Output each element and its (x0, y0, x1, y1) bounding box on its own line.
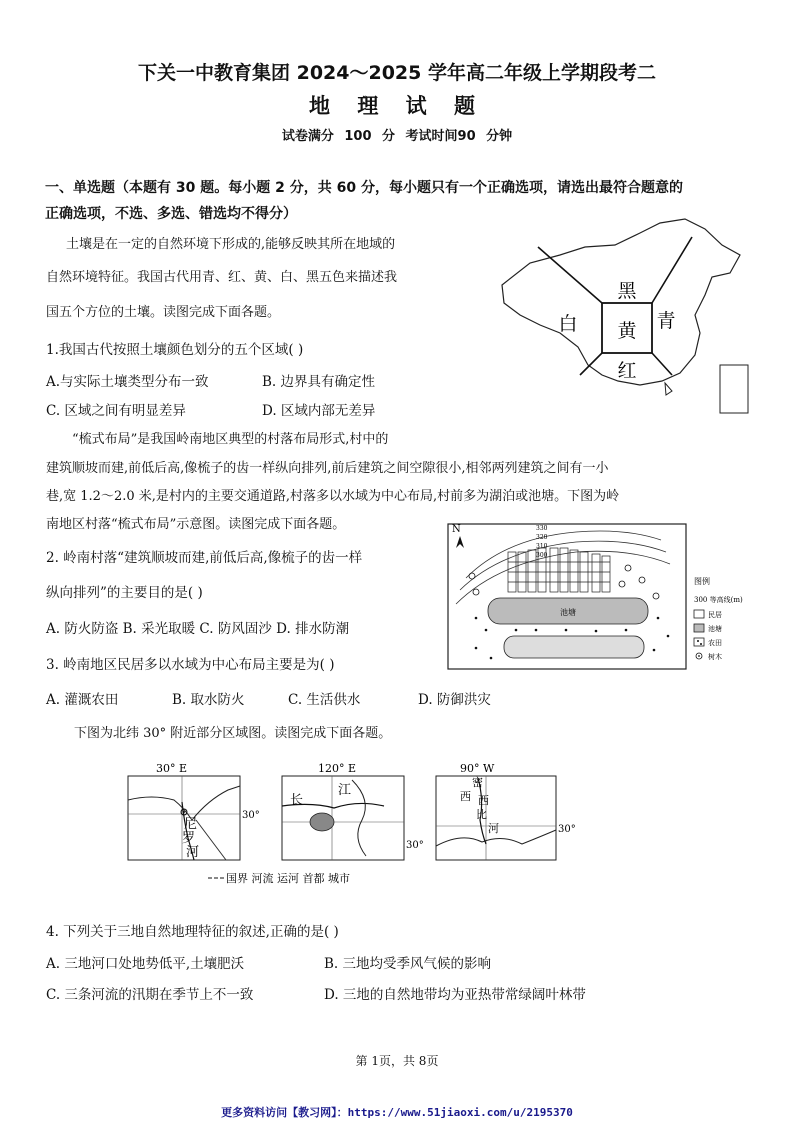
svg-text:西: 西 (460, 790, 471, 803)
svg-text:河: 河 (186, 845, 200, 860)
map1-longitude: 30° E (156, 762, 188, 775)
passage-2-line3: 巷,宽 1.2～2.0 米,是村内的主要交通道路,村落多以水域为中心布局,村前多为湖泊或池塘。下图为岭 (46, 489, 620, 504)
svg-text:尼: 尼 (184, 817, 198, 832)
map1-latitude: 30° (242, 810, 260, 821)
map3-longitude: 90° W (460, 762, 495, 775)
section-heading: 一、单选题（本题有 30 题。每小题 2 分，共 60 分，每小题只有一个正确选项，请选出最符合题意的 正确选项，不选、多选、错选均不得分） (45, 180, 683, 222)
q3-option-c[interactable]: C. 生活供水 (288, 692, 361, 708)
svg-text:密: 密 (472, 776, 483, 789)
map3-latitude: 30° (558, 824, 576, 835)
svg-text:罗: 罗 (182, 831, 196, 846)
question-2-stem-line2: 纵向排列”的主要目的是( ) (46, 585, 203, 601)
svg-text:江: 江 (338, 783, 352, 798)
q4-option-c[interactable]: C. 三条河流的汛期在季节上不一致 (46, 987, 254, 1003)
exam-title: 下关一中教育集团 2024～2025 学年高二年级上学期段考二 (138, 62, 656, 84)
q3-option-b[interactable]: B. 取水防火 (172, 692, 245, 708)
passage-2-line2: 建筑顺坡而建,前低后高,像梳子的齿一样纵向排列,前后建筑之间空隙很小,相邻两列建筑之间有一小 (46, 461, 609, 476)
legend-houses: 民居 (708, 611, 722, 619)
map2-longitude: 120° E (318, 762, 357, 775)
china-soil-map (490, 215, 755, 425)
q1-option-c[interactable]: C. 区域之间有明显差异 (46, 403, 186, 419)
q3-option-d[interactable]: D. 防御洪灾 (418, 692, 491, 708)
svg-text:310: 310 (536, 543, 548, 550)
q4-option-d[interactable]: D. 三地的自然地带均为亚热带常绿阔叶林带 (324, 987, 586, 1003)
q2-options[interactable]: A. 防火防盗 B. 采光取暖 C. 防风固沙 D. 排水防潮 (46, 621, 350, 637)
question-4-stem: 4. 下列关于三地自然地理特征的叙述,正确的是( ) (46, 924, 339, 940)
legend-pond: 池塘 (708, 625, 722, 633)
passage-1-line1: 土壤是在一定的自然环境下形成的,能够反映其所在地域的 (66, 237, 396, 252)
svg-text:320: 320 (536, 534, 548, 541)
q4-option-a[interactable]: A. 三地河口处地势低平,土壤肥沃 (46, 956, 245, 972)
svg-text:长: 长 (290, 793, 304, 808)
q1-option-b[interactable]: B. 边界具有确定性 (262, 374, 376, 390)
exam-subject: 地 理 试 题 (309, 94, 485, 118)
label-yellow: 黄 (617, 320, 637, 342)
passage-2-line1: “梳式布局”是我国岭南地区典型的村落布局形式,村中的 (72, 432, 389, 447)
label-red: 红 (617, 360, 637, 382)
legend-title: 图例 (694, 577, 710, 586)
q4-option-b[interactable]: B. 三地均受季风气候的影响 (324, 956, 492, 972)
passage-3: 下图为北纬 30° 附近部分区域图。读图完成下面各题。 (74, 726, 392, 741)
svg-text:300: 300 (536, 552, 548, 559)
label-cyan: 青 (656, 310, 676, 332)
question-1-stem: 1.我国古代按照土壤颜色划分的五个区域( ) (46, 342, 304, 358)
q3-option-a[interactable]: A. 灌溉农田 (46, 692, 119, 708)
svg-text:比: 比 (476, 808, 487, 821)
legend-contour: 300 等高线(m) (694, 596, 743, 604)
page-number: 第 1页，共 8页 (355, 1054, 439, 1068)
passage-1-line3: 国五个方位的土壤。读图完成下面各题。 (46, 305, 281, 320)
question-2-stem-line1: 2. 岭南村落“建筑顺坡而建,前低后高,像梳子的齿一样 (46, 550, 363, 566)
passage-1-line2: 自然环境特征。我国古代用青、红、黄、白、黑五色来描述我 (46, 270, 398, 285)
label-black: 黑 (617, 280, 637, 302)
q1-option-a[interactable]: A.与实际土壤类型分布一致 (46, 374, 209, 390)
pond-label: 池塘 (560, 608, 576, 617)
map2-latitude: 30° (406, 840, 424, 851)
svg-text:330: 330 (536, 525, 548, 532)
exam-meta: 试卷满分 100 分 考试时间90 分钟 (281, 129, 513, 144)
svg-text:西: 西 (478, 794, 489, 807)
legend-trees: 树木 (708, 653, 722, 661)
label-white: 白 (558, 313, 578, 335)
legend-farmland: 农田 (708, 639, 722, 647)
resource-banner-link[interactable]: 更多资料访问【教习网】：https://www.51jiaoxi.com/u/2195370 (221, 1106, 573, 1119)
passage-2-line4: 南地区村落“梳式布局”示意图。读图完成下面各题。 (46, 517, 346, 532)
latitude-30n-maps (122, 760, 582, 890)
north-arrow-label: N (452, 524, 461, 535)
question-3-stem: 3. 岭南地区民居多以水域为中心布局主要是为( ) (46, 657, 335, 673)
svg-text:河: 河 (488, 822, 499, 835)
maps-legend: 国界 河流 运河 首都 城市 (226, 872, 350, 885)
q1-option-d[interactable]: D. 区域内部无差异 (262, 403, 376, 419)
village-layout-map (446, 518, 758, 673)
